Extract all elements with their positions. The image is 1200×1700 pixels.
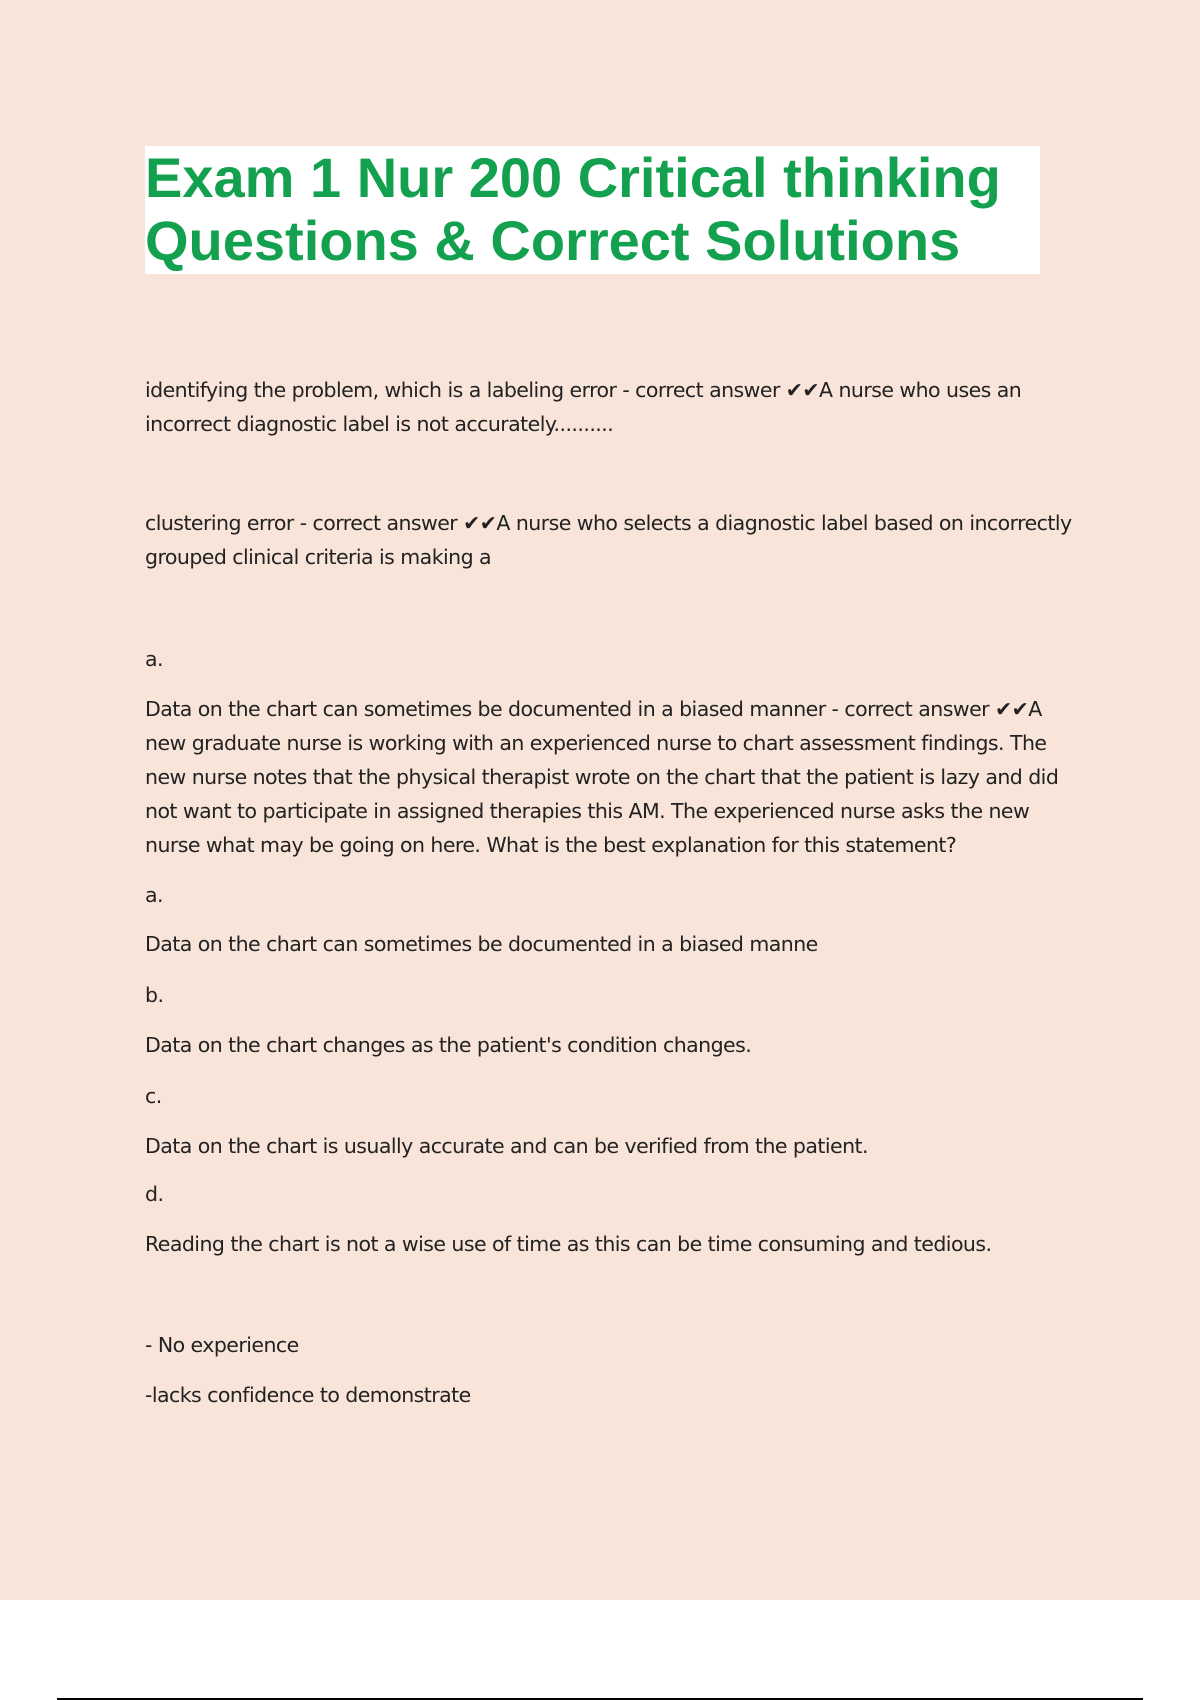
question-3-line-2: new graduate nurse is working with an experienced nurse to chart assessment findings. The	[145, 731, 1047, 755]
question-1	[145, 373, 1095, 441]
option-c-text: Data on the chart is usually accurate and can be verified from the patient.	[145, 1134, 868, 1158]
question-2-line-2: grouped clinical criteria is making a	[145, 545, 492, 569]
question-2-line-1: clustering error - correct answer ✔✔A nurse who selects a diagnostic label based on incorrectly	[145, 511, 1072, 535]
note-2: -lacks confidence to demonstrate	[145, 1383, 471, 1407]
option-c-label: c.	[145, 1084, 162, 1108]
option-a-text: Data on the chart can sometimes be documented in a biased manne	[145, 932, 818, 956]
question-1-line-1: identifying the problem, which is a labeling error - correct answer ✔✔A nurse who uses an	[145, 378, 1022, 402]
question-3-line-3: new nurse notes that the physical therapist wrote on the chart that the patient is lazy and did	[145, 765, 1059, 789]
question-3-line-4: not want to participate in assigned therapies this AM. The experienced nurse asks the new	[145, 799, 1030, 823]
question-2-option-label: a.	[145, 647, 163, 671]
question-3-line-1: Data on the chart can sometimes be documented in a biased manner - correct answer ✔✔A	[145, 697, 1042, 721]
document-title	[145, 146, 1045, 272]
question-2	[145, 506, 1095, 574]
title-line-1: Exam 1 Nur 200 Critical thinking	[145, 146, 1001, 209]
question-1-line-2: incorrect diagnostic label is not accurately..........	[145, 412, 614, 436]
question-3	[145, 692, 1095, 862]
option-d-label: d.	[145, 1182, 164, 1206]
title-line-2: Questions & Correct Solutions	[145, 209, 961, 272]
question-3-line-5: nurse what may be going on here. What is the best explanation for this statement?	[145, 833, 957, 857]
option-b-label: b.	[145, 983, 164, 1007]
note-1: - No experience	[145, 1333, 299, 1357]
option-a-label: a.	[145, 883, 163, 907]
option-d-text: Reading the chart is not a wise use of time as this can be time consuming and tedious.	[145, 1232, 992, 1256]
option-b-text: Data on the chart changes as the patient's condition changes.	[145, 1033, 752, 1057]
